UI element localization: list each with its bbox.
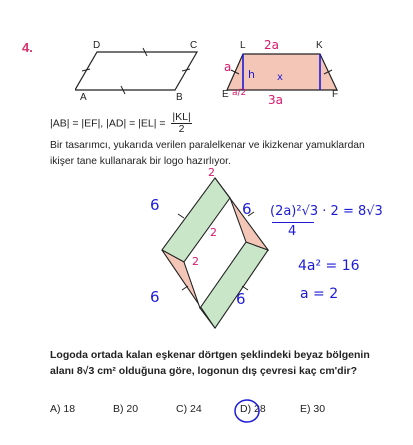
choice-c[interactable]: [176, 403, 202, 415]
choice-label: C): [176, 403, 188, 415]
choice-value: 28: [254, 403, 266, 415]
answer-choices: [50, 403, 370, 419]
logo-mark-6-top-right: 6: [242, 200, 252, 218]
choice-value: 24: [190, 403, 202, 415]
annotation-3a: 3a: [268, 93, 283, 107]
choice-e[interactable]: [300, 403, 325, 415]
question-text: Logoda ortada kalan eşkenar dörtgen şeklindeki beyaz bölgenin alanı 8√3 cm² olduğuna göre, logonun dış çevresi kaç cm'dir?: [50, 349, 370, 377]
choice-a[interactable]: [50, 403, 75, 415]
work-line-3: a = 2: [300, 286, 339, 302]
logo-mark-6-bottom-left: 6: [150, 288, 160, 306]
given-equation: [50, 112, 192, 135]
parallelogram-shape: [75, 52, 197, 90]
vertex-label-a: A: [80, 92, 87, 103]
choice-label: B): [113, 403, 124, 415]
work-line-2: 4a² = 16: [298, 258, 360, 274]
logo-mark-2-top: 2: [208, 166, 215, 179]
choice-label: D): [240, 403, 252, 415]
annotation-a: a: [224, 60, 232, 74]
equation-text: |AB| = |EF|, |AD| = |EL| =: [50, 117, 166, 130]
vertex-label-e: E: [222, 89, 229, 100]
vertex-label-f: F: [332, 89, 339, 100]
annotation-2a: 2a: [264, 38, 279, 52]
fraction-denominator: 2: [178, 123, 185, 135]
logo-figure: [150, 170, 280, 340]
question-number: 4.: [22, 40, 33, 55]
tick-mark: [182, 286, 188, 290]
work-denominator: 4: [288, 224, 297, 239]
choice-label: A): [50, 403, 61, 415]
choice-label: E): [300, 403, 311, 415]
logo-mark-6-bottom-right: 6: [236, 290, 246, 308]
choice-value: 20: [126, 403, 139, 415]
answer-circle-mark: [233, 398, 263, 428]
fraction: [171, 112, 191, 135]
fraction-numerator: |KL|: [172, 111, 191, 123]
problem-paragraph: Bir tasarımcı, yukarıda verilen paralelkenar ve ikizkenar yamuklardan ikişer tane kullanarak bir logo hazırlıyor.: [50, 140, 365, 167]
tick-mark: [178, 214, 184, 218]
annotation-x: x: [277, 72, 283, 83]
logo-mark-2-middle: 2: [210, 226, 217, 239]
choice-b[interactable]: [113, 403, 138, 415]
vertex-label-l: L: [240, 40, 246, 51]
choice-value: 30: [313, 403, 326, 415]
vertex-label-c: C: [190, 40, 198, 51]
work-line-1: (2a)²√3 · 2 = 8√3: [270, 204, 383, 219]
logo-mark-6-top-left: 6: [150, 196, 160, 214]
logo-mark-2-lower: 2: [192, 255, 199, 268]
annotation-h: h: [248, 68, 255, 81]
work-fraction-bar: [272, 222, 314, 223]
vertex-label-b: B: [176, 92, 183, 103]
vertex-label-k: K: [316, 40, 323, 51]
choice-value: 18: [63, 403, 76, 415]
vertex-label-d: D: [93, 40, 101, 51]
annotation-half-a: a/2: [232, 88, 247, 98]
